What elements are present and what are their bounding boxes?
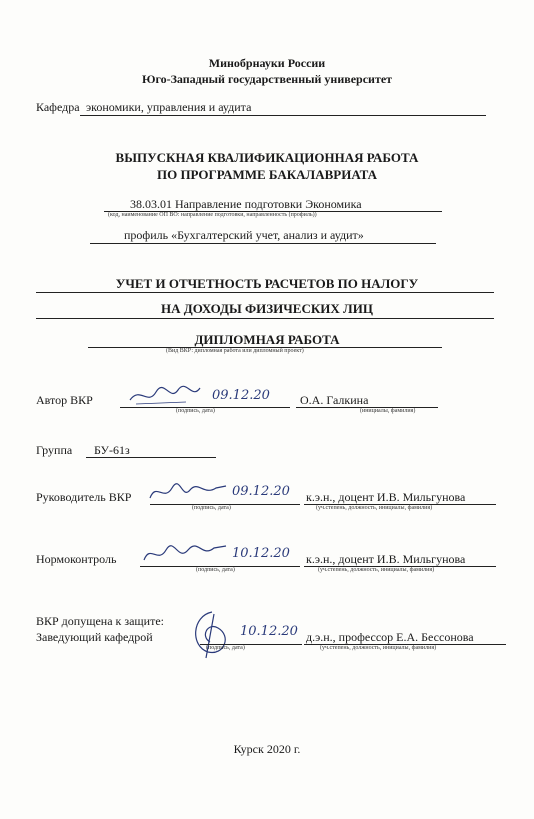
group-underline <box>86 457 216 458</box>
admission-date: 10.12.20 <box>240 624 298 639</box>
normcontrol-caption-name: (уч.степень, должность, инициалы, фамилия) <box>318 567 435 573</box>
profile-underline <box>90 243 436 244</box>
topic-line2: НА ДОХОДЫ ФИЗИЧЕСКИХ ЛИЦ <box>161 301 373 316</box>
admission-label: Заведующий кафедрой <box>36 630 153 644</box>
admission-caption-name: (уч.степень, должность, инициалы, фамилия) <box>320 645 437 651</box>
author-signature <box>126 380 206 410</box>
group-value: БУ-61з <box>94 443 130 457</box>
place-year: Курск 2020 г. <box>233 742 301 756</box>
supervisor-value: к.э.н., доцент И.В. Мильгунова <box>306 490 466 504</box>
admission-value: д.э.н., профессор Е.А. Бессонова <box>306 630 474 644</box>
author-caption-sign: (подпись, дата) <box>176 408 215 414</box>
admission-line1: ВКР допущена к защите: <box>36 614 164 628</box>
normcontrol-label: Нормоконтроль <box>36 552 117 566</box>
normcontrol-value: к.э.н., доцент И.В. Мильгунова <box>306 552 466 566</box>
university-name: Юго-Западный государственный университет <box>141 72 393 86</box>
normcontrol-caption-sign: (подпись, дата) <box>196 567 235 573</box>
normcontrol-signature <box>140 538 230 568</box>
profile-value: профиль «Бухгалтерский учет, анализ и аудит» <box>124 228 364 242</box>
department-label: Кафедра <box>36 100 80 114</box>
vkr-kind-caption: (Вид ВКР: дипломная работа или дипломный проект) <box>166 348 304 354</box>
group-label: Группа <box>36 443 73 457</box>
work-type-line2: ПО ПРОГРАММЕ БАКАЛАВРИАТА <box>156 167 378 182</box>
department-value: экономики, управления и аудита <box>86 100 252 114</box>
admission-caption-sign: (подпись, дата) <box>206 645 245 651</box>
direction-caption: (код, наименование ОП ВО: направление подготовки, направленность (профиль)) <box>108 212 317 218</box>
author-label: Автор ВКР <box>36 393 93 407</box>
supervisor-date: 09.12.20 <box>232 484 290 499</box>
supervisor-label: Руководитель ВКР <box>36 490 132 504</box>
supervisor-signature <box>146 478 230 506</box>
supervisor-caption-sign: (подпись, дата) <box>192 505 231 511</box>
topic-line1: УЧЕТ И ОТЧЕТНОСТЬ РАСЧЕТОВ ПО НАЛОГУ <box>115 276 419 291</box>
head-signature <box>184 606 240 662</box>
topic-underline-2 <box>36 318 494 319</box>
author-name: О.А. Галкина <box>300 393 369 407</box>
vkr-kind-value: ДИПЛОМНАЯ РАБОТА <box>194 332 340 347</box>
direction-value: 38.03.01 Направление подготовки Экономика <box>130 197 362 211</box>
supervisor-caption-name: (уч.степень, должность, инициалы, фамилия) <box>316 505 433 511</box>
department-underline <box>80 115 486 116</box>
author-date: 09.12.20 <box>212 388 270 403</box>
author-caption-name: (инициалы, фамилия) <box>360 408 416 414</box>
normcontrol-date: 10.12.20 <box>232 546 290 561</box>
ministry-name: Минобрнауки России <box>208 56 326 70</box>
topic-underline-1 <box>36 292 494 293</box>
work-type-line1: ВЫПУСКНАЯ КВАЛИФИКАЦИОННАЯ РАБОТА <box>115 150 419 165</box>
